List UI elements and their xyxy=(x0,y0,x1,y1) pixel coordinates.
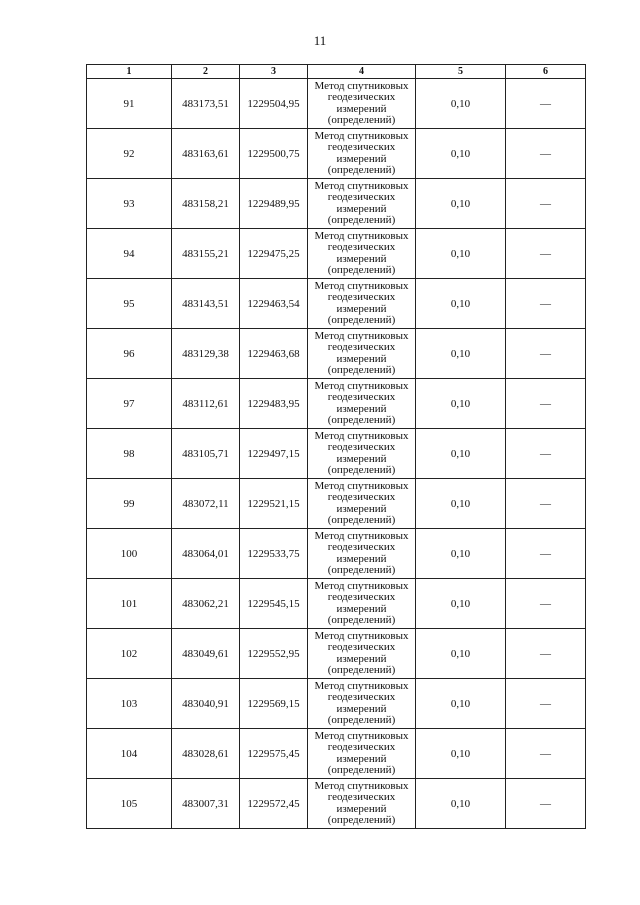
x-coordinate-cell: 483062,21 xyxy=(172,579,240,629)
accuracy-cell: 0,10 xyxy=(416,629,506,679)
table-row xyxy=(87,279,586,329)
header-cell-2: 2 xyxy=(172,65,240,79)
y-coordinate-cell: 1229463,68 xyxy=(240,329,308,379)
table-row xyxy=(87,579,586,629)
x-coordinate-cell: 483155,21 xyxy=(172,229,240,279)
note-cell: — xyxy=(506,479,586,529)
note-cell: — xyxy=(506,429,586,479)
table-row xyxy=(87,179,586,229)
table-row xyxy=(87,729,586,779)
point-number-cell: 98 xyxy=(87,429,172,479)
x-coordinate-cell: 483129,38 xyxy=(172,329,240,379)
header-cell-1: 1 xyxy=(87,65,172,79)
point-number-cell: 105 xyxy=(87,779,172,829)
y-coordinate-cell: 1229500,75 xyxy=(240,129,308,179)
method-cell: Метод спутниковых геодезических измерений (определений) xyxy=(308,279,416,329)
coordinates-table xyxy=(86,64,586,829)
y-coordinate-cell: 1229475,25 xyxy=(240,229,308,279)
x-coordinate-cell: 483049,61 xyxy=(172,629,240,679)
table-row xyxy=(87,529,586,579)
point-number-cell: 91 xyxy=(87,79,172,129)
note-cell: — xyxy=(506,579,586,629)
table-row xyxy=(87,679,586,729)
method-cell: Метод спутниковых геодезических измерений (определений) xyxy=(308,179,416,229)
method-cell: Метод спутниковых геодезических измерений (определений) xyxy=(308,529,416,579)
x-coordinate-cell: 483173,51 xyxy=(172,79,240,129)
x-coordinate-cell: 483163,61 xyxy=(172,129,240,179)
table-row xyxy=(87,629,586,679)
point-number-cell: 93 xyxy=(87,179,172,229)
table-row xyxy=(87,429,586,479)
note-cell: — xyxy=(506,329,586,379)
method-cell: Метод спутниковых геодезических измерений (определений) xyxy=(308,129,416,179)
accuracy-cell: 0,10 xyxy=(416,579,506,629)
note-cell: — xyxy=(506,679,586,729)
table-row xyxy=(87,329,586,379)
table-row xyxy=(87,779,586,829)
point-number-cell: 94 xyxy=(87,229,172,279)
table-row xyxy=(87,479,586,529)
accuracy-cell: 0,10 xyxy=(416,779,506,829)
point-number-cell: 97 xyxy=(87,379,172,429)
note-cell: — xyxy=(506,379,586,429)
accuracy-cell: 0,10 xyxy=(416,729,506,779)
y-coordinate-cell: 1229483,95 xyxy=(240,379,308,429)
accuracy-cell: 0,10 xyxy=(416,179,506,229)
header-cell-4: 4 xyxy=(308,65,416,79)
y-coordinate-cell: 1229521,15 xyxy=(240,479,308,529)
x-coordinate-cell: 483028,61 xyxy=(172,729,240,779)
table-row xyxy=(87,129,586,179)
y-coordinate-cell: 1229463,54 xyxy=(240,279,308,329)
point-number-cell: 92 xyxy=(87,129,172,179)
x-coordinate-cell: 483007,31 xyxy=(172,779,240,829)
page-number: 11 xyxy=(313,33,327,48)
table-row xyxy=(87,229,586,279)
method-cell: Метод спутниковых геодезических измерений (определений) xyxy=(308,679,416,729)
table-row xyxy=(87,79,586,129)
header-row xyxy=(87,65,586,79)
accuracy-cell: 0,10 xyxy=(416,279,506,329)
point-number-cell: 102 xyxy=(87,629,172,679)
accuracy-cell: 0,10 xyxy=(416,379,506,429)
method-cell: Метод спутниковых геодезических измерений (определений) xyxy=(308,629,416,679)
accuracy-cell: 0,10 xyxy=(416,679,506,729)
point-number-cell: 99 xyxy=(87,479,172,529)
point-number-cell: 95 xyxy=(87,279,172,329)
note-cell: — xyxy=(506,129,586,179)
note-cell: — xyxy=(506,779,586,829)
note-cell: — xyxy=(506,529,586,579)
y-coordinate-cell: 1229545,15 xyxy=(240,579,308,629)
y-coordinate-cell: 1229569,15 xyxy=(240,679,308,729)
table-row xyxy=(87,379,586,429)
x-coordinate-cell: 483158,21 xyxy=(172,179,240,229)
method-cell: Метод спутниковых геодезических измерений (определений) xyxy=(308,729,416,779)
method-cell: Метод спутниковых геодезических измерений (определений) xyxy=(308,329,416,379)
note-cell: — xyxy=(506,729,586,779)
x-coordinate-cell: 483072,11 xyxy=(172,479,240,529)
point-number-cell: 103 xyxy=(87,679,172,729)
accuracy-cell: 0,10 xyxy=(416,229,506,279)
accuracy-cell: 0,10 xyxy=(416,479,506,529)
y-coordinate-cell: 1229497,15 xyxy=(240,429,308,479)
y-coordinate-cell: 1229575,45 xyxy=(240,729,308,779)
note-cell: — xyxy=(506,79,586,129)
method-cell: Метод спутниковых геодезических измерений (определений) xyxy=(308,229,416,279)
x-coordinate-cell: 483112,61 xyxy=(172,379,240,429)
note-cell: — xyxy=(506,229,586,279)
y-coordinate-cell: 1229533,75 xyxy=(240,529,308,579)
header-cell-3: 3 xyxy=(240,65,308,79)
accuracy-cell: 0,10 xyxy=(416,429,506,479)
y-coordinate-cell: 1229504,95 xyxy=(240,79,308,129)
method-cell: Метод спутниковых геодезических измерений (определений) xyxy=(308,579,416,629)
x-coordinate-cell: 483105,71 xyxy=(172,429,240,479)
point-number-cell: 100 xyxy=(87,529,172,579)
point-number-cell: 104 xyxy=(87,729,172,779)
y-coordinate-cell: 1229489,95 xyxy=(240,179,308,229)
y-coordinate-cell: 1229572,45 xyxy=(240,779,308,829)
note-cell: — xyxy=(506,179,586,229)
method-cell: Метод спутниковых геодезических измерений (определений) xyxy=(308,779,416,829)
point-number-cell: 96 xyxy=(87,329,172,379)
note-cell: — xyxy=(506,279,586,329)
x-coordinate-cell: 483143,51 xyxy=(172,279,240,329)
accuracy-cell: 0,10 xyxy=(416,79,506,129)
note-cell: — xyxy=(506,629,586,679)
header-cell-5: 5 xyxy=(416,65,506,79)
method-cell: Метод спутниковых геодезических измерений (определений) xyxy=(308,79,416,129)
method-cell: Метод спутниковых геодезических измерений (определений) xyxy=(308,429,416,479)
method-cell: Метод спутниковых геодезических измерений (определений) xyxy=(308,479,416,529)
accuracy-cell: 0,10 xyxy=(416,529,506,579)
x-coordinate-cell: 483040,91 xyxy=(172,679,240,729)
y-coordinate-cell: 1229552,95 xyxy=(240,629,308,679)
accuracy-cell: 0,10 xyxy=(416,329,506,379)
method-cell: Метод спутниковых геодезических измерений (определений) xyxy=(308,379,416,429)
header-cell-6: 6 xyxy=(506,65,586,79)
x-coordinate-cell: 483064,01 xyxy=(172,529,240,579)
point-number-cell: 101 xyxy=(87,579,172,629)
accuracy-cell: 0,10 xyxy=(416,129,506,179)
table-body xyxy=(87,79,586,829)
